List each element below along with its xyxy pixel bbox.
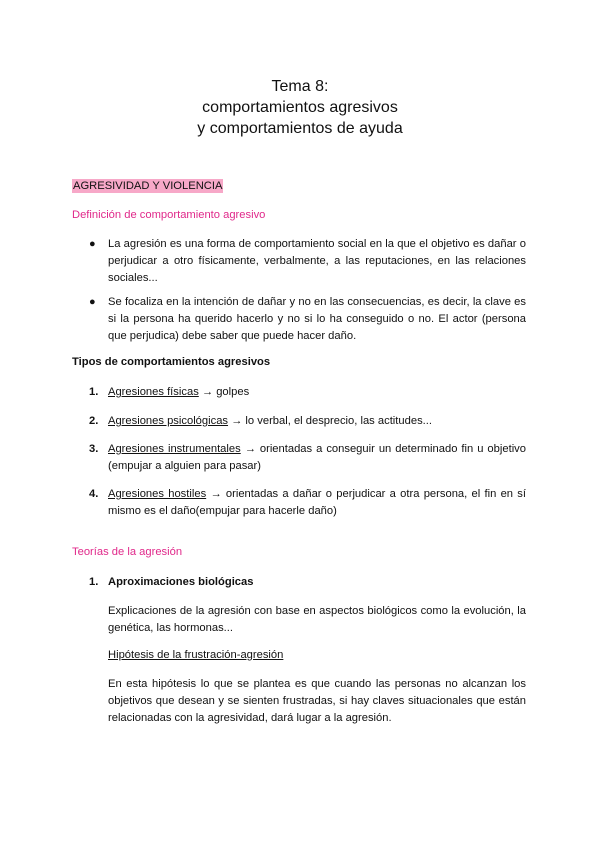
type-desc: → lo verbal, el desprecio, las actitudes... (228, 415, 432, 427)
type-desc: → golpes (198, 386, 250, 398)
type-term: Agresiones psicológicas (108, 415, 229, 427)
title-line-2: comportamientos agresivos (202, 99, 398, 116)
type-item (108, 413, 526, 430)
type-term: Agresiones instrumentales (108, 443, 241, 455)
section-tag: AGRESIVIDAD Y VIOLENCIA (73, 180, 223, 192)
bullet-icon: ● (89, 296, 96, 308)
theories-heading: Teorías de la agresión (72, 546, 183, 558)
hypothesis-title: Hipótesis de la frustración-agresión (108, 649, 284, 661)
list-number: 3. (89, 443, 99, 455)
type-desc: → orientadas a conseguir un determinado fin u objetivo (empujar a alguien para pasar) (108, 443, 526, 472)
types-heading: Tipos de comportamientos agresivos (72, 356, 271, 368)
bullet-item: La agresión es una forma de comportamiento social en la que el objetivo es dañar o perjudicar a otro físicamente, verbalmente, a las reputaciones, en las relaciones sociales... (108, 238, 526, 284)
hypothesis-text: En esta hipótesis lo que se plantea es que cuando las personas no alcanzan los objetivos que desean y se sienten frustradas, si hay claves situacionales que están relacionadas con la agresividad, dará lugar a la agresión. (108, 678, 526, 724)
type-item (108, 384, 526, 401)
type-term: Agresiones físicas (108, 386, 199, 398)
type-item (108, 441, 526, 475)
theory-text: Explicaciones de la agresión con base en aspectos biológicos como la evolución, la genética, las hormonas... (108, 605, 526, 634)
theory-title: Aproximaciones biológicas (108, 576, 254, 588)
list-number: 2. (89, 415, 99, 427)
definition-heading: Definición de comportamiento agresivo (72, 209, 266, 221)
type-desc: → orientadas a dañar o perjudicar a otra persona, el fin en sí mismo es el daño(empujar para hacerle daño) (108, 488, 526, 517)
type-term: Agresiones hostiles (108, 488, 207, 500)
type-item (108, 486, 526, 520)
list-number: 1. (89, 386, 99, 398)
bullet-icon: ● (89, 238, 96, 250)
title-line-1: Tema 8: (271, 78, 329, 95)
bullet-item: Se focaliza en la intención de dañar y no en las consecuencias, es decir, la clave es si la persona ha querido hacerlo y no si lo ha conseguido o no. El actor (persona que perjudica) debe saber que puede hacer daño. (108, 296, 526, 342)
title-line-3: y comportamientos de ayuda (197, 120, 403, 137)
list-number: 4. (89, 488, 99, 500)
list-number: 1. (89, 576, 99, 588)
